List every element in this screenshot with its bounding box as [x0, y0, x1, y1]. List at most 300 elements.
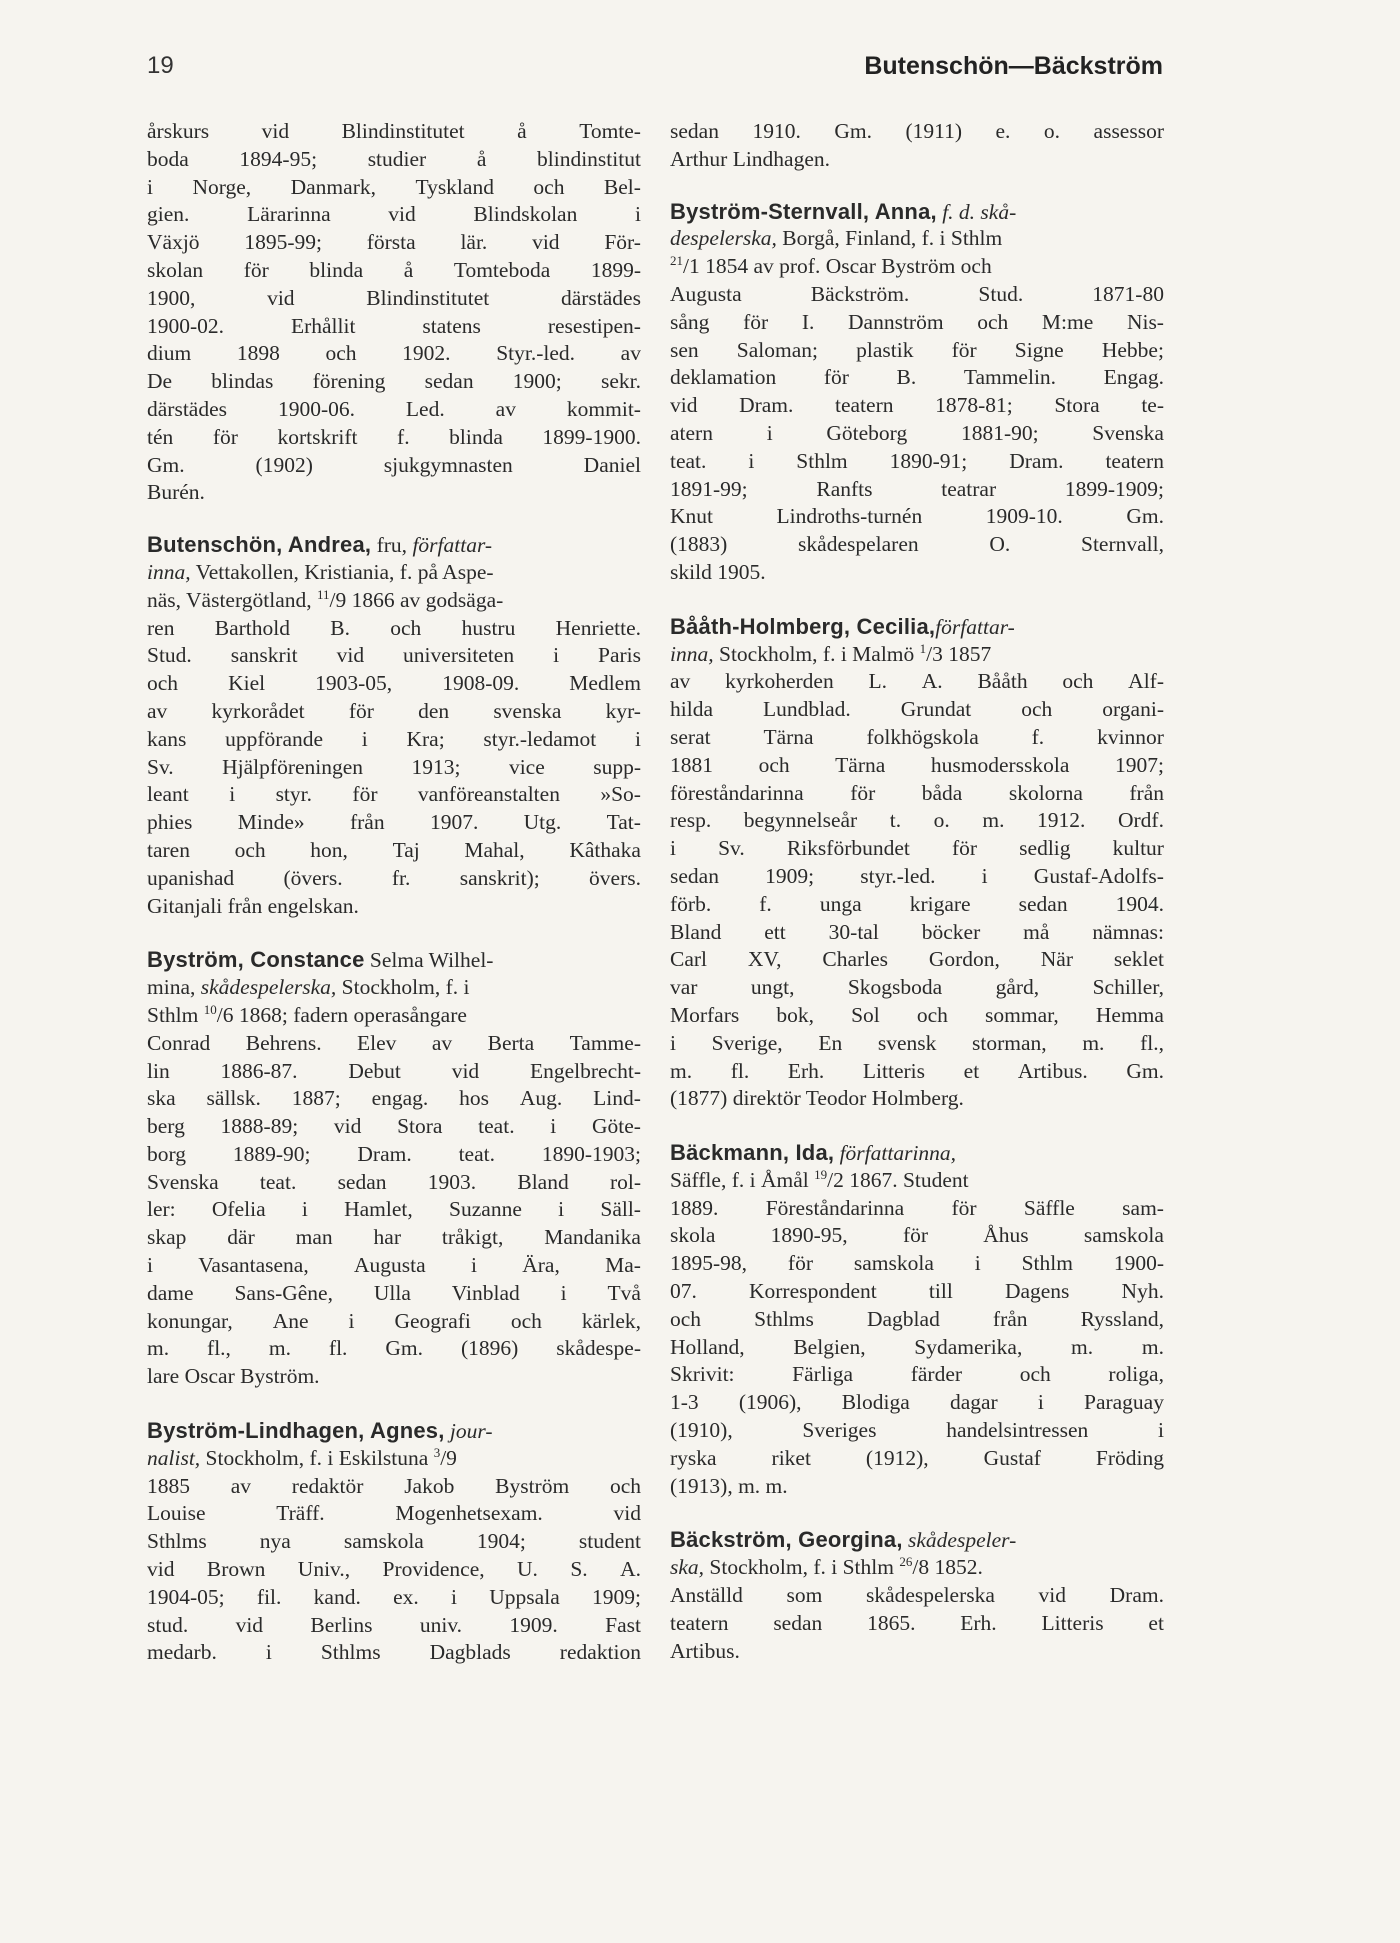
text-segment — [670, 946, 1164, 974]
word: Sverige, — [711, 1030, 783, 1055]
text-line — [147, 257, 641, 285]
word: sjukgymnasten — [383, 452, 513, 477]
word: Tammelin. — [963, 365, 1057, 390]
word: konungar, — [147, 1308, 233, 1333]
word: engag. — [371, 1086, 429, 1111]
text-segment — [147, 865, 641, 893]
text-segment — [147, 781, 641, 809]
word: vid — [388, 202, 416, 227]
word: i — [670, 836, 676, 861]
text-segment — [670, 835, 1164, 863]
word: Skogsboda — [847, 975, 943, 1000]
word: 1904. — [1115, 891, 1164, 916]
text-line — [147, 174, 641, 202]
word: Dram. — [1109, 1583, 1164, 1608]
word: Lärarinna — [247, 202, 331, 227]
word: i — [348, 1308, 355, 1333]
text-line — [147, 1584, 641, 1612]
word: Göteborg — [826, 420, 908, 445]
entry-name: Bååth-Holmberg, Cecilia, — [670, 613, 936, 639]
word: Tyskland — [415, 174, 494, 199]
word: m. — [1071, 1334, 1094, 1359]
text-line — [670, 613, 1164, 641]
word: hos — [459, 1086, 490, 1111]
word: teatrar — [941, 476, 997, 501]
text-segment: lare Oscar Byström. — [147, 1364, 320, 1389]
word: och — [147, 671, 179, 696]
word: ska — [147, 1086, 176, 1111]
text-line — [147, 1085, 641, 1113]
word: 1909; — [765, 863, 815, 888]
word: Ordf. — [1117, 808, 1164, 833]
date-superscript: 26 — [899, 1554, 913, 1570]
word: roliga, — [1108, 1362, 1164, 1387]
text-segment — [147, 837, 641, 865]
word: Erh. — [787, 1058, 825, 1083]
text-segment — [670, 281, 1164, 309]
word: och — [1062, 669, 1094, 694]
text-group — [670, 1554, 983, 1582]
word: uppförande — [225, 726, 324, 751]
word: U. — [517, 1557, 538, 1582]
text-segment — [147, 146, 641, 174]
word: boda — [147, 146, 189, 171]
word: för — [352, 782, 378, 807]
text-line — [670, 1526, 1164, 1554]
word: Sans-Gêne, — [234, 1280, 333, 1305]
word: i — [550, 1114, 557, 1139]
text-line — [670, 752, 1164, 780]
text-line — [147, 670, 641, 698]
word: Augusta — [354, 1253, 426, 1278]
word: Fröding — [1095, 1445, 1164, 1470]
word: Tärna — [835, 752, 886, 777]
word: blinda — [309, 257, 364, 282]
word: Sthlm — [796, 448, 848, 473]
word: atern — [670, 420, 713, 445]
word: Mahal, — [464, 837, 525, 862]
word: Saloman; — [736, 337, 818, 362]
word: 1887; — [291, 1086, 341, 1111]
word: som — [786, 1583, 823, 1608]
word: 1900; — [512, 369, 562, 394]
word: Barthold — [214, 615, 290, 640]
word: Anställd — [670, 1583, 743, 1608]
word: fil. — [256, 1584, 282, 1609]
word: Gm. — [147, 452, 185, 477]
text-segment: Selma Wilhel- — [364, 948, 494, 973]
word: 1904-05; — [147, 1584, 225, 1609]
text-line — [670, 1222, 1164, 1250]
date-superscript: 11 — [316, 586, 330, 602]
word: och — [758, 752, 790, 777]
text-line — [670, 118, 1164, 146]
text-line — [670, 724, 1164, 752]
text-line — [670, 1554, 1164, 1582]
word: hustru — [461, 615, 516, 640]
word: Dram. — [357, 1141, 412, 1166]
word: blinda — [449, 424, 503, 449]
word: i — [265, 1640, 272, 1665]
word: dagar — [949, 1390, 998, 1415]
word: därstädes — [560, 285, 641, 310]
text-segment — [147, 174, 641, 202]
right-column — [670, 118, 1164, 1665]
word: Ryssland, — [1080, 1306, 1164, 1331]
word: i — [229, 782, 236, 807]
word: vid — [147, 1557, 175, 1582]
entry-name: Butenschön, Andrea, — [147, 532, 372, 558]
word: 1895-98, — [670, 1251, 748, 1276]
word: 1878-81; — [935, 393, 1013, 418]
word: Litteris — [862, 1058, 926, 1083]
word: skolan — [147, 257, 204, 282]
text-line — [147, 146, 641, 174]
word: sommar, — [985, 1002, 1059, 1027]
text-segment — [670, 863, 1164, 891]
word: vid — [670, 393, 698, 418]
word: och — [390, 615, 422, 640]
word: Ane — [272, 1308, 309, 1333]
word: Schiller, — [1092, 975, 1164, 1000]
word: redaktör — [291, 1473, 364, 1498]
text-line — [147, 698, 641, 726]
word: Gm. — [1126, 504, 1164, 529]
text-segment — [670, 392, 1164, 420]
word: kyrkorådet — [211, 698, 305, 723]
occupation-text: jour- — [444, 1419, 493, 1444]
entry-bystrom-constance — [147, 946, 641, 1391]
word: 1909; — [592, 1584, 641, 1609]
word: i — [560, 1280, 567, 1305]
word: tråkigt, — [441, 1225, 504, 1250]
text-segment — [670, 1361, 1164, 1389]
word: student — [578, 1529, 641, 1554]
word: ex. — [393, 1584, 419, 1609]
text-line — [670, 1278, 1164, 1306]
entry-spacer — [147, 507, 641, 531]
word: sällsk. — [206, 1086, 261, 1111]
word: När — [1040, 947, 1073, 972]
entry-spacer — [147, 920, 641, 946]
word: Carl — [670, 947, 708, 972]
text-segment — [147, 340, 641, 368]
text-line — [147, 726, 641, 754]
text-segment — [670, 476, 1164, 504]
word: Paraguay — [1083, 1390, 1164, 1415]
word: 1894-95; — [239, 146, 318, 171]
text-segment — [147, 1612, 641, 1640]
entry-name: Byström-Sternvall, Anna, — [670, 198, 937, 224]
text-line — [670, 420, 1164, 448]
text-segment: Vettakollen, Kristiania, f. på Aspe- — [190, 559, 494, 584]
word: skap — [147, 1225, 187, 1250]
word: för — [743, 309, 769, 334]
word: i — [1158, 1418, 1164, 1443]
word: för — [951, 1195, 977, 1220]
word: Tomte- — [579, 119, 641, 143]
text-segment — [670, 309, 1164, 337]
word: i — [553, 643, 560, 668]
word: i — [301, 1197, 308, 1222]
text-line — [670, 281, 1164, 309]
text-segment — [147, 1528, 641, 1556]
word: och — [670, 1306, 702, 1331]
word: lär. — [460, 230, 488, 255]
word: m. — [268, 1336, 291, 1361]
word: o. — [933, 808, 950, 833]
word: 1881-90; — [960, 420, 1039, 445]
word: Ära, — [522, 1253, 560, 1278]
date-superscript: 21 — [670, 253, 683, 269]
word: Henriette. — [555, 615, 641, 640]
text-segment — [147, 754, 641, 782]
text-line — [670, 974, 1164, 1002]
word: Ranfts — [816, 476, 873, 501]
text-group — [670, 613, 1015, 641]
text-segment: Stockholm, f. i — [336, 975, 470, 1000]
word: Berta — [487, 1030, 535, 1055]
occupation-text: skådespelerska, — [200, 975, 337, 1000]
entry-bystrom-lindhagen — [147, 1417, 641, 1667]
text-line — [670, 476, 1164, 504]
word: organi- — [1102, 697, 1164, 722]
word: Sol — [851, 1002, 880, 1027]
text-segment — [670, 1030, 1164, 1058]
text-group — [670, 1139, 956, 1167]
word: sanskrit — [230, 643, 298, 668]
text-line — [670, 835, 1164, 863]
word: A. — [620, 1557, 641, 1582]
word: ler: — [147, 1197, 176, 1222]
word: Sthlm — [1021, 1251, 1073, 1276]
word: samskola — [343, 1529, 424, 1554]
word: 1865. — [867, 1610, 916, 1635]
text-line — [147, 452, 641, 480]
word: i — [634, 726, 641, 751]
text-line — [147, 865, 641, 893]
word: Sthlms — [320, 1640, 381, 1665]
word: från — [992, 1306, 1028, 1331]
word: unga — [819, 891, 862, 916]
word: vid — [336, 643, 365, 668]
word: skådespelerska — [865, 1583, 995, 1608]
word: Holland, — [670, 1334, 745, 1359]
word: vanföreanstalten — [417, 782, 560, 807]
text-line — [147, 1417, 641, 1445]
word: Dram. — [1009, 448, 1064, 473]
text-segment — [147, 1224, 641, 1252]
word: Skrivit: — [670, 1362, 735, 1387]
text-segment — [670, 1058, 1164, 1086]
word: för — [951, 836, 978, 861]
text-segment — [147, 1169, 641, 1197]
word: 1912. — [1037, 808, 1086, 833]
text-segment — [670, 1610, 1164, 1638]
word: Uppsala — [489, 1584, 560, 1609]
text-segment — [147, 642, 641, 670]
word: samskola — [1083, 1223, 1164, 1248]
text-segment: Burén. — [147, 480, 205, 505]
entry-name: Byström-Lindhagen, Agnes, — [147, 1418, 445, 1444]
word: vid — [451, 1058, 480, 1083]
word: i — [748, 448, 755, 473]
word: för — [902, 1223, 929, 1248]
word: där — [227, 1225, 255, 1250]
word: sedan — [337, 1169, 387, 1194]
entry-spacer — [670, 1500, 1164, 1526]
word: 1-3 — [670, 1390, 699, 1415]
word: Korrespondent — [749, 1279, 877, 1304]
word: L. — [868, 669, 887, 694]
word: Grundat — [900, 697, 972, 722]
occupation-text: författar- — [412, 533, 493, 558]
word: Ulla — [373, 1280, 411, 1305]
word: 1907. — [429, 810, 479, 835]
word: Dagblads — [429, 1640, 511, 1665]
word: Knut — [670, 504, 713, 529]
word: må — [1023, 919, 1050, 944]
text-line — [670, 696, 1164, 724]
word: färder — [910, 1362, 963, 1387]
text-segment — [147, 424, 641, 452]
text-line — [670, 807, 1164, 835]
word: 1899-1909; — [1064, 476, 1164, 501]
word: Medlem — [569, 671, 641, 696]
word: 1899- — [590, 257, 641, 282]
word: Augusta — [670, 281, 742, 306]
word: och — [1021, 697, 1053, 722]
text-line — [670, 364, 1164, 392]
text-segment — [670, 364, 1164, 392]
word: vid — [267, 285, 295, 310]
text-segment — [147, 1252, 641, 1280]
word: m. — [982, 808, 1005, 833]
text-line — [670, 1334, 1164, 1362]
text-segment: (1913), m. m. — [670, 1473, 788, 1498]
entry-name: Bäckmann, Ida, — [670, 1140, 835, 1166]
text-segment — [147, 396, 641, 424]
word: i — [470, 1253, 477, 1278]
text-segment — [670, 1389, 1164, 1417]
word: 1871-80 — [1092, 281, 1164, 306]
text-segment: skild 1905. — [670, 559, 766, 584]
text-segment — [670, 1334, 1164, 1362]
text-segment: /8 1852. — [912, 1555, 983, 1580]
word: (1912), — [865, 1445, 929, 1470]
word: föreståndarinna — [670, 780, 804, 805]
text-line — [147, 1141, 641, 1169]
word: deklamation — [670, 365, 777, 390]
text-segment: Stockholm, f. i Eskilstuna — [200, 1445, 434, 1470]
word: Litteris — [1041, 1610, 1104, 1635]
text-segment — [147, 726, 641, 754]
text-line — [147, 615, 641, 643]
text-line — [670, 503, 1164, 531]
word: XV, — [747, 947, 782, 972]
date-superscript: 10 — [203, 1001, 217, 1017]
text-segment — [670, 974, 1164, 1002]
text-segment — [670, 1417, 1164, 1445]
word: 1885 — [147, 1473, 190, 1498]
entry-butenschon — [147, 531, 641, 920]
text-line — [147, 1224, 641, 1252]
text-segment — [670, 807, 1164, 835]
word: 1889-90; — [232, 1141, 311, 1166]
text-segment — [670, 1582, 1164, 1610]
text-segment — [670, 780, 1164, 808]
text-segment: Arthur Lindhagen. — [670, 146, 831, 171]
word: blindas — [211, 369, 274, 394]
word: serat — [670, 724, 711, 749]
date-superscript: 1 — [919, 640, 927, 656]
word: Bäckström. — [810, 281, 910, 306]
word: Mogenhetsexam. — [395, 1501, 543, 1526]
word: dame — [147, 1280, 194, 1305]
word: Tärna — [763, 724, 814, 749]
word: Lind- — [593, 1086, 641, 1111]
word: gård, — [995, 975, 1040, 1000]
word: styr.-led. — [860, 863, 936, 888]
word: Träff. — [276, 1501, 325, 1526]
word: borg — [147, 1141, 187, 1166]
word: 1895-99; — [244, 230, 322, 255]
word: i — [766, 420, 773, 445]
text-line — [147, 229, 641, 257]
word: Hemma — [1095, 1002, 1164, 1027]
entry-bystrom-sternvall — [670, 198, 1164, 587]
word: skådespelaren — [798, 532, 919, 557]
word: till — [928, 1279, 953, 1304]
text-segment — [670, 1222, 1164, 1250]
word: kvinnor — [1097, 724, 1164, 749]
text-line — [147, 340, 641, 368]
word: fl., — [1140, 1030, 1164, 1055]
word: förening — [312, 369, 386, 394]
word: Sveriges — [802, 1418, 877, 1443]
word: M:me — [1041, 309, 1094, 334]
word: Paris — [598, 643, 641, 668]
word: Ofelia — [211, 1197, 266, 1222]
text-line — [670, 1002, 1164, 1030]
word: o. — [1043, 119, 1061, 143]
word: universiteten — [403, 643, 515, 668]
word: Signe — [1014, 337, 1064, 362]
word: å — [403, 257, 414, 282]
word: för — [823, 365, 849, 390]
word: sedan — [670, 863, 719, 888]
text-line — [670, 1195, 1164, 1223]
text-segment: /9 1866 av godsäga- — [329, 587, 504, 612]
word: Gustaf-Adolfs- — [1033, 863, 1164, 888]
word: Brown — [206, 1557, 266, 1582]
word: man — [295, 1225, 333, 1250]
text-line — [670, 392, 1164, 420]
word: Två — [607, 1280, 641, 1305]
word: De — [147, 369, 173, 394]
word: Erh. — [960, 1610, 997, 1635]
word: i — [1037, 1390, 1044, 1415]
word: dium — [147, 341, 192, 366]
word: Nyh. — [1121, 1279, 1164, 1304]
text-segment — [147, 1639, 641, 1667]
text-line — [147, 1002, 641, 1030]
occupation-text: inna, — [147, 559, 191, 584]
text-line — [670, 531, 1164, 559]
word: Engelbrecht- — [529, 1058, 641, 1083]
text-line — [147, 1030, 641, 1058]
word: Styr.-led. — [496, 341, 576, 366]
